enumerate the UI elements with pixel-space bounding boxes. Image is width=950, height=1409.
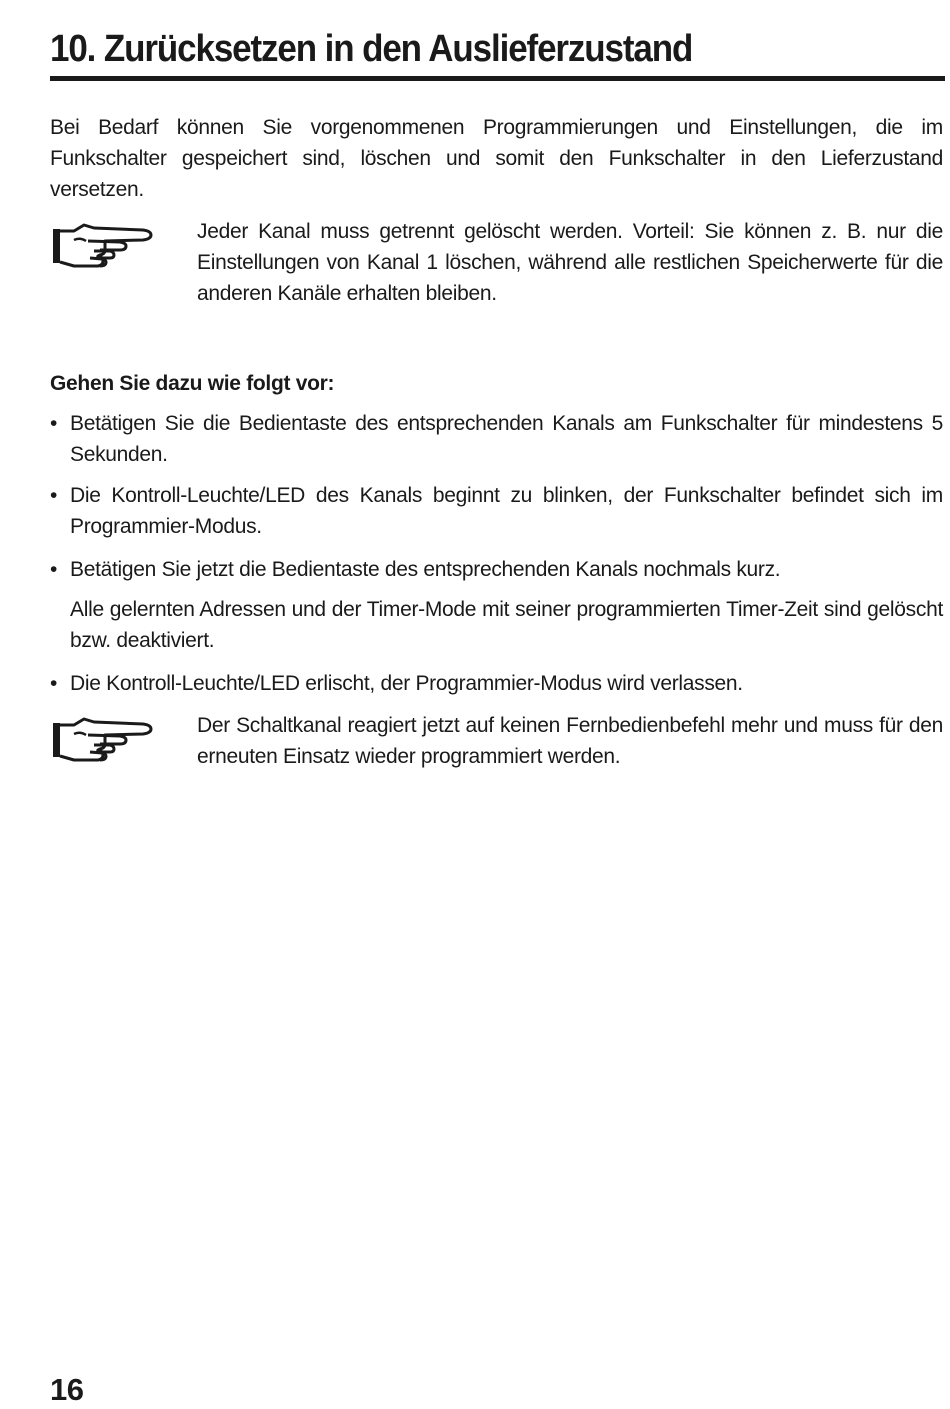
bullet: •: [50, 672, 58, 695]
list-item-text: Die Kontroll-Leuchte/LED erlischt, der Programmier-Modus wird verlassen.: [70, 672, 743, 695]
pointing-hand-icon: [50, 714, 154, 764]
note-text: Jeder Kanal muss getrennt gelöscht werden. Vorteil: Sie können z. B. nur die Einstellungen von Kanal 1 löschen, während alle restlichen Speicherwerte für die anderen Kanäle erhalten bleiben.: [197, 220, 943, 305]
list-item-text: Betätigen Sie die Bedientaste des entsprechenden Kanals am Funkschalter für mindestens 5 Sekunden.: [70, 412, 943, 466]
page-title: 10. Zurücksetzen in den Auslieferzustand: [50, 28, 693, 70]
bullet: •: [50, 484, 58, 507]
list-item-detail: Alle gelernten Adressen und der Timer-Mode mit seiner programmierten Timer-Zeit sind gelöscht bzw. deaktiviert.: [70, 598, 943, 652]
intro-paragraph: Bei Bedarf können Sie vorgenommenen Programmierungen und Einstellungen, die im Funkschalter gespeichert sind, löschen und somit den Funkschalter in den Lieferzustand versetzen.: [50, 116, 943, 201]
note-text: Der Schaltkanal reagiert jetzt auf keinen Fernbedienbefehl mehr und muss für den erneuten Einsatz wieder programmiert werden.: [197, 714, 943, 768]
list-item-text: Die Kontroll-Leuchte/LED des Kanals beginnt zu blinken, der Funkschalter befindet sich im Programmier-Modus.: [70, 484, 943, 538]
bullet: •: [50, 412, 58, 435]
pointing-hand-icon: [50, 220, 154, 270]
title-rule: [50, 76, 945, 81]
bullet: •: [50, 558, 58, 581]
steps-heading: Gehen Sie dazu wie folgt vor:: [50, 372, 335, 395]
page-number: 16: [50, 1372, 84, 1407]
list-item-text: Betätigen Sie jetzt die Bedientaste des entsprechenden Kanals nochmals kurz.: [70, 558, 781, 581]
